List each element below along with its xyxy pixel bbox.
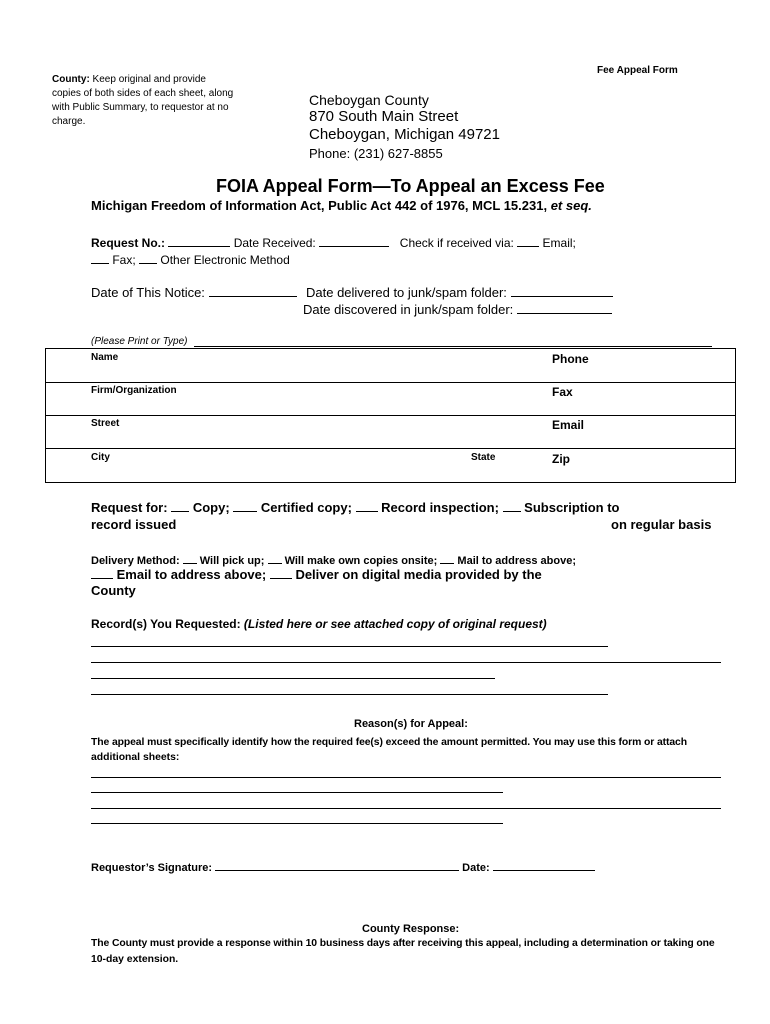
address-street: 870 South Main Street <box>309 108 459 125</box>
email-check-field[interactable] <box>517 234 539 247</box>
request-no-field[interactable] <box>168 234 230 247</box>
date-field[interactable] <box>493 858 595 871</box>
signature-label: Requestor’s Signature: <box>91 862 213 874</box>
county-note-line2: copies of both sides of each sheet, along <box>52 88 234 99</box>
records-line <box>91 617 547 631</box>
request-for-line <box>91 499 620 515</box>
signature-line <box>91 858 595 874</box>
fax-field[interactable] <box>590 382 734 414</box>
name-label: Name <box>91 352 119 363</box>
date-received-field[interactable] <box>319 234 389 247</box>
onsite-label: Will make own copies onsite; <box>284 555 438 567</box>
print-underline <box>194 346 712 347</box>
pickup-label: Will pick up; <box>199 555 265 567</box>
response-text-1: The County must provide a response within 10 business days after receiving this appeal, including a determination or taking one <box>91 938 715 949</box>
record-issued-label: record issued <box>91 517 177 532</box>
request-line <box>91 234 576 250</box>
mail-check[interactable] <box>440 551 454 564</box>
form-name: Fee Appeal Form <box>597 65 678 76</box>
county-note-line4: charge. <box>52 116 86 127</box>
certified-check[interactable] <box>233 499 257 512</box>
digital-check[interactable] <box>270 566 292 579</box>
date-notice-label: Date of This Notice: <box>91 285 205 300</box>
fax-option-label: Fax; <box>112 253 136 267</box>
reasons-text-2: additional sheets: <box>91 752 180 763</box>
page-subtitle <box>91 198 592 213</box>
request-for-label: Request for: <box>91 500 168 515</box>
reasons-line-4[interactable] <box>91 823 503 824</box>
discovered-field[interactable] <box>517 301 612 314</box>
email-label: Email <box>552 418 585 432</box>
state-field[interactable] <box>500 448 548 481</box>
request-line-2 <box>91 251 290 267</box>
subscription-check[interactable] <box>503 499 521 512</box>
inspection-check[interactable] <box>356 499 378 512</box>
zip-field[interactable] <box>574 448 734 481</box>
mail-label: Mail to address above; <box>457 555 577 567</box>
county-note-line3: with Public Summary, to requestor at no <box>52 102 229 113</box>
street-label: Street <box>91 418 120 429</box>
delivery-line-2 <box>91 566 542 582</box>
address-city: Cheboygan, Michigan 49721 <box>309 126 500 143</box>
county-label: County <box>91 583 136 598</box>
discovered-label: Date discovered in junk/spam folder: <box>303 302 514 317</box>
delivery-label: Delivery Method: <box>91 555 180 567</box>
city-field[interactable] <box>46 448 466 481</box>
reasons-line-1[interactable] <box>91 777 721 778</box>
delivered-label: Date delivered to junk/spam folder: <box>306 285 507 300</box>
records-line-2[interactable] <box>91 662 721 663</box>
response-text-2: 10-day extension. <box>91 954 179 965</box>
subtitle-italic: et seq. <box>547 198 592 213</box>
date-notice-field[interactable] <box>209 284 297 297</box>
zip-label: Zip <box>552 452 570 466</box>
email-option-label: Email; <box>542 236 576 250</box>
regular-basis-label: on regular basis <box>611 517 712 532</box>
records-line-4[interactable] <box>91 694 608 695</box>
print-or-type-label: (Please Print or Type) <box>91 336 188 347</box>
name-field[interactable] <box>46 349 536 381</box>
records-hint: (Listed here or see attached copy of original request) <box>243 617 547 631</box>
subtitle-text: Michigan Freedom of Information Act, Public Act 442 of 1976, MCL 15.231, <box>91 198 548 213</box>
fax-label: Fax <box>552 385 573 399</box>
firm-label: Firm/Organization <box>91 385 177 396</box>
address-phone: Phone: (231) 627-8855 <box>309 146 443 161</box>
delivered-field[interactable] <box>511 284 613 297</box>
records-line-3[interactable] <box>91 678 495 679</box>
address-name: Cheboygan County <box>309 92 429 108</box>
request-no-label: Request No.: <box>91 236 166 250</box>
county-note-line1: Keep original and provide <box>89 74 206 85</box>
date-label: Date: <box>462 862 490 874</box>
phone-label: Phone <box>552 352 589 366</box>
state-label: State <box>471 452 496 463</box>
street-field[interactable] <box>46 415 536 447</box>
inspection-label: Record inspection; <box>381 500 499 515</box>
other-option-label: Other Electronic Method <box>160 253 290 267</box>
other-check-field[interactable] <box>139 251 157 264</box>
signature-field[interactable] <box>215 858 459 871</box>
page-title: FOIA Appeal Form—To Appeal an Excess Fee <box>216 176 605 196</box>
reasons-heading: Reason(s) for Appeal: <box>354 718 468 730</box>
reasons-text-1: The appeal must specifically identify how the required fee(s) exceed the amount permitted. You may use this form or attach <box>91 737 687 748</box>
check-received-label: Check if received via: <box>399 236 514 250</box>
city-label: City <box>91 452 110 463</box>
certified-label: Certified copy; <box>260 500 352 515</box>
notice-line <box>91 284 297 300</box>
delivery-line <box>91 551 576 567</box>
records-line-1[interactable] <box>91 646 608 647</box>
records-label: Record(s) You Requested: <box>91 617 241 631</box>
copy-check[interactable] <box>171 499 189 512</box>
reasons-line-2[interactable] <box>91 792 503 793</box>
county-note-label: County: <box>52 74 90 85</box>
onsite-check[interactable] <box>268 551 282 564</box>
email-delivery-label: Email to address above; <box>116 567 267 582</box>
county-note <box>52 73 233 129</box>
reasons-line-3[interactable] <box>91 808 721 809</box>
subscription-label: Subscription to <box>524 500 620 515</box>
email-delivery-check[interactable] <box>91 566 113 579</box>
email-field[interactable] <box>600 415 734 447</box>
response-heading: County Response: <box>362 923 460 935</box>
delivered-line <box>306 284 613 300</box>
phone-field[interactable] <box>600 349 734 381</box>
copy-label: Copy; <box>192 500 230 515</box>
pickup-check[interactable] <box>183 551 197 564</box>
fax-check-field[interactable] <box>91 251 109 264</box>
date-received-label: Date Received: <box>233 236 316 250</box>
digital-label: Deliver on digital media provided by the <box>295 567 542 582</box>
firm-field[interactable] <box>46 382 536 414</box>
discovered-line <box>303 301 612 317</box>
